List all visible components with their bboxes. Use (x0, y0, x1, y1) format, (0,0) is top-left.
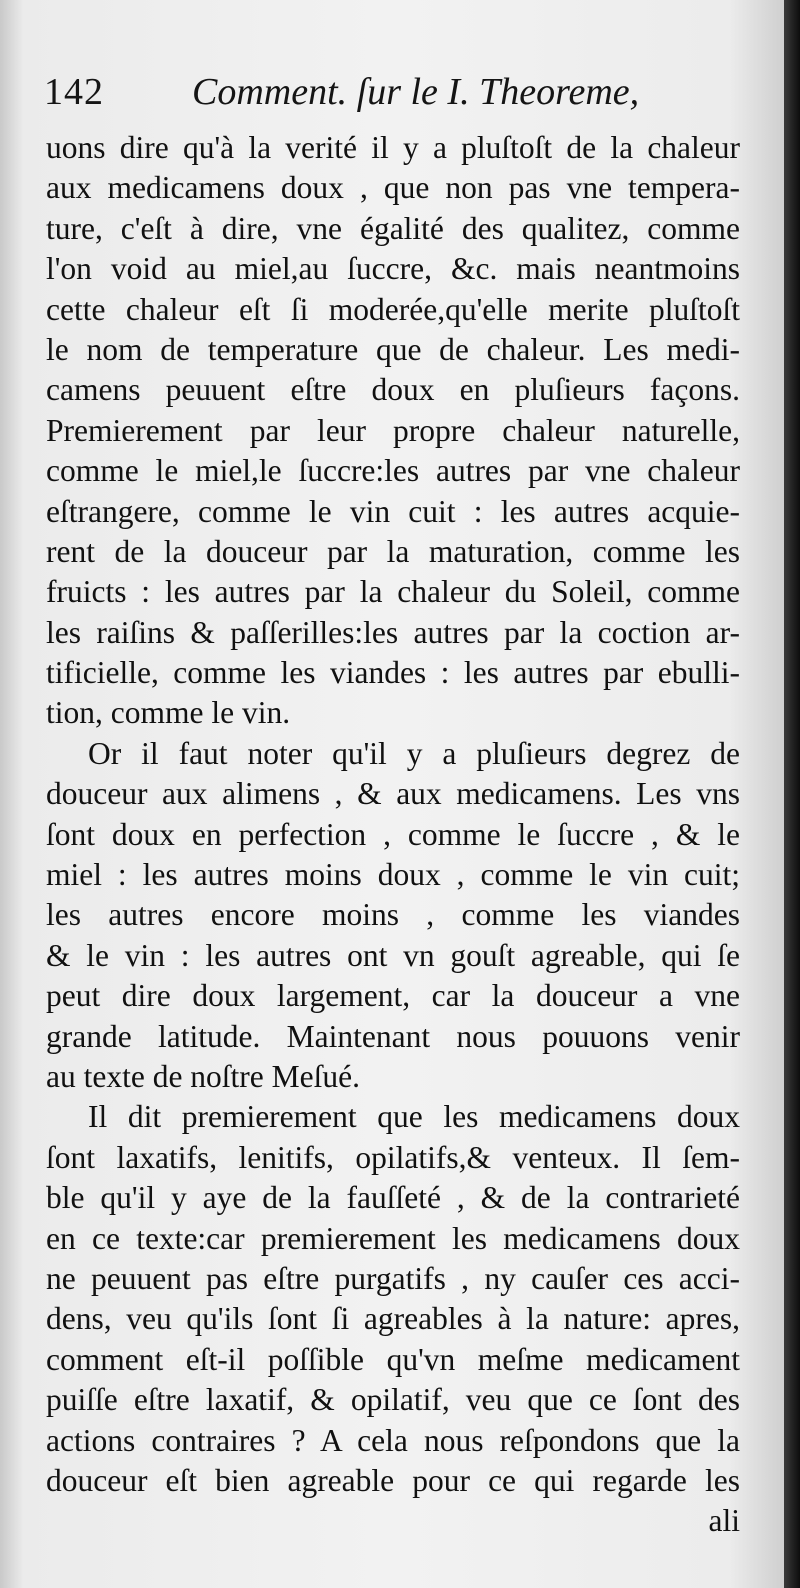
text-line: rent de la douceur par la maturation, comme les (46, 533, 740, 569)
text-line: fruicts : les autres par la chaleur du Soleil, comme (46, 574, 740, 610)
text-line: ſont laxatifs, lenitifs, opilatifs,& venteux. Il ſem- (46, 1139, 740, 1175)
text-line: l'on void au miel,au ſuccre, &c. mais neantmoins (46, 251, 740, 287)
text-line: actions contraires ? A cela nous reſpondons que la (46, 1422, 740, 1458)
text-line: tificielle, comme les viandes : les autres par ebulli- (46, 655, 740, 691)
text-line: ſont doux en perfection , comme le ſuccre , & le (46, 816, 740, 852)
text-line: eſtrangere, comme le vin cuit : les autres acquie- (46, 493, 740, 529)
text-body (46, 128, 740, 1542)
catchword: ali (708, 1503, 740, 1539)
text-line: ble qu'il y aye de la fauſſeté , & de la contrarieté (46, 1180, 740, 1216)
text-line: dens, veu qu'ils ſont ſi agreables à la nature: apres, (46, 1301, 740, 1337)
text-line: Premierement par leur propre chaleur naturelle, (46, 412, 740, 448)
text-line: ture, c'eſt à dire, vne égalité des qualitez, comme (46, 210, 740, 246)
text-line: peut dire doux largement, car la douceur a vne (46, 978, 740, 1014)
paragraph-end-line: au texte de noſtre Meſué. (46, 1058, 361, 1094)
text-line: puiſſe eſtre laxatif, & opilatif, veu que ce ſont des (46, 1382, 740, 1418)
page-number: 142 (44, 71, 104, 113)
text-line: le nom de temperature que de chaleur. Les medi- (46, 331, 740, 367)
text-line: comme le miel,le ſuccre:les autres par vne chaleur (46, 453, 740, 489)
book-spine-edge (784, 0, 800, 1588)
text-line: comment eſt-il poſſible qu'vn meſme medicament (46, 1341, 740, 1377)
paragraph-end-line: tion, comme le vin. (46, 695, 291, 731)
text-line: camens peuuent eſtre doux en pluſieurs façons. (46, 372, 740, 408)
text-line: en ce texte:car premierement les medicamens doux (46, 1220, 740, 1256)
text-line: cette chaleur eſt ſi moderée,qu'elle merite pluſtoſt (46, 291, 740, 327)
text-line: ne peuuent pas eſtre purgatifs , ny cauſer ces acci- (46, 1260, 740, 1296)
running-title: Comment. ſur le I. Theoreme, (192, 71, 640, 113)
paragraph-first-line: Or il faut noter qu'il y a pluſieurs degrez de (88, 735, 740, 771)
text-line: grande latitude. Maintenant nous pouuons venir (46, 1018, 740, 1054)
text-line: uons dire qu'à la verité il y a pluſtoſt de la chaleur (46, 130, 740, 165)
text-line: & le vin : les autres ont vn gouſt agreable, qui ſe (46, 937, 740, 973)
text-line: douceur aux alimens , & aux medicamens. Les vns (46, 776, 740, 812)
text-line: aux medicamens doux , que non pas vne tempera- (46, 170, 740, 206)
text-line: miel : les autres moins doux , comme le vin cuit; (46, 857, 740, 893)
text-line: les raiſins & paſſerilles:les autres par la coction ar- (46, 614, 740, 650)
page-header (44, 70, 744, 130)
paragraph-first-line: Il dit premierement que les medicamens doux (88, 1099, 740, 1135)
text-line: les autres encore moins , comme les viandes (46, 897, 740, 933)
text-line: douceur eſt bien agreable pour ce qui regarde les (46, 1462, 740, 1498)
